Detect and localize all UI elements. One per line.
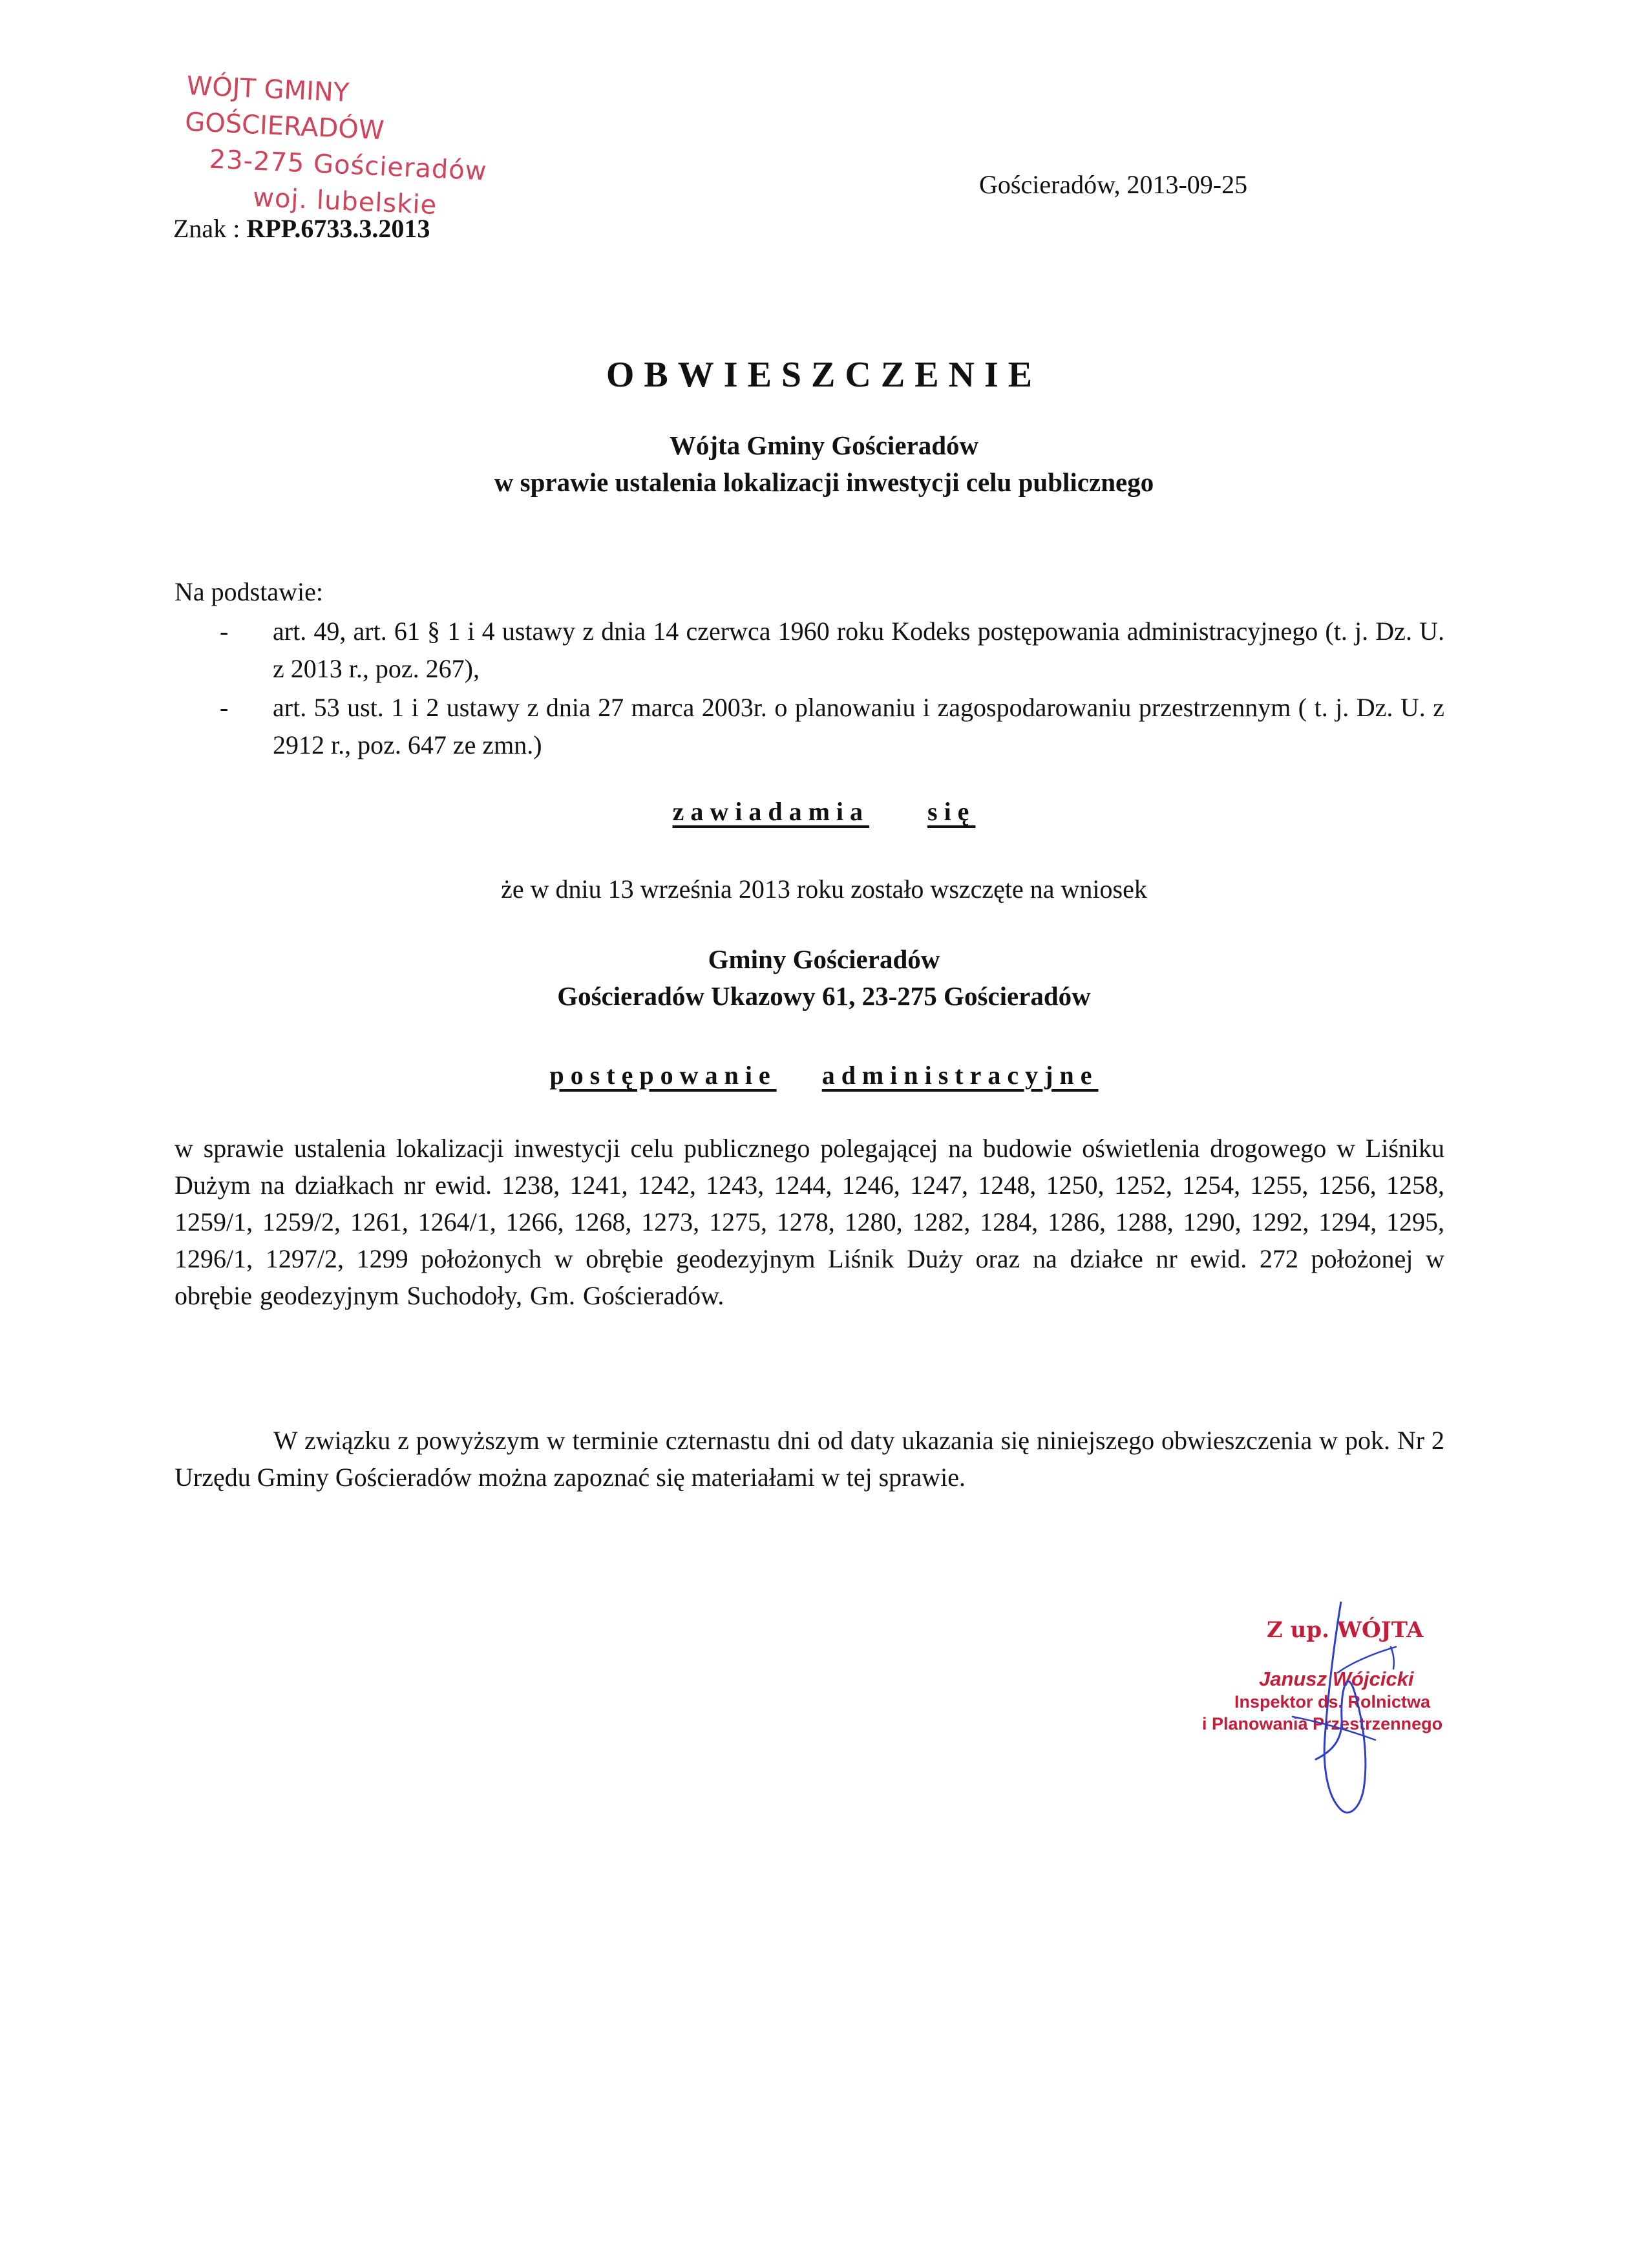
reference-number: RPP.6733.3.2013 xyxy=(246,214,430,243)
stamp-line-office: WÓJT GMINY GOŚCIERADÓW xyxy=(184,70,385,146)
document-title: OBWIESZCZENIE xyxy=(606,355,1042,395)
signatory-position: Inspektor ds. Rolnictwa xyxy=(1234,1692,1431,1712)
notification-heading xyxy=(0,796,1648,827)
notify-word-1: zawiadamia xyxy=(672,797,869,826)
matter-paragraph: w sprawie ustalenia lokalizacji inwestycji celu publicznego polegającej na budowie oświetlenia drogowego w Liśniku Dużym na działkach nr ewid. 1238, 1241, 1242, 1243, 1244, 1246, 1247, 1248, 1250, 1252, 1254, 1255, 1256, 1258, 1259/1, 1259/2, 1261, 1264/1, 1266, 1268, 1273, 1275, 1278, 1280, 1282, 1284, 1286, 1288, 1290, 1292, 1294, 1295, 1296/1, 1297/2, 1299 położonych w obrębie geodezyjnym Liśnik Duży oraz na działce nr ewid. 272 położonej w obrębie geodezyjnym Suchodoły, Gm. Gościeradów. xyxy=(174,1134,1444,1310)
office-stamp xyxy=(181,68,549,228)
legal-basis-text: art. 53 ust. 1 i 2 ustawy z dnia 27 marca 2003r. o planowaniu i zagospodarowaniu przestrzennym ( t. j. Dz. U. z 2912 r., poz. 647 ze zmn.) xyxy=(273,693,1444,759)
applicant-address: Gościeradów Ukazowy 61, 23-275 Gościeradów xyxy=(557,981,1091,1011)
reference-line xyxy=(173,213,430,244)
stamp-line-voivodeship: woj. lubelskie xyxy=(252,182,438,221)
list-dash: - xyxy=(220,617,229,646)
legal-basis-label: Na podstawie: xyxy=(174,577,323,606)
reference-label: Znak : xyxy=(173,214,247,243)
handwritten-signature xyxy=(1202,1602,1506,1821)
document-subtitle-subject: w sprawie ustalenia lokalizacji inwestycji celu publicznego xyxy=(494,467,1154,497)
place-and-date: Gościeradów, 2013-09-25 xyxy=(979,170,1248,199)
document-subtitle-issuer: Wójta Gminy Gościeradów xyxy=(669,430,979,460)
legal-basis-item xyxy=(220,689,1444,764)
stamp-line-postcode: 23-275 Gościeradów xyxy=(208,144,488,187)
legal-basis-item xyxy=(220,613,1444,688)
signatory-name: Janusz Wójcicki xyxy=(1259,1668,1414,1690)
closing-paragraph: W związku z powyższym w terminie czternastu dni od daty ukazania się niniejszego obwieszczenia w pok. Nr 2 Urzędu Gminy Gościeradów można zapoznać się materiałami w tej sprawie. xyxy=(174,1426,1444,1492)
signature-authority-line: Z up. WÓJTA xyxy=(1267,1617,1424,1643)
initiation-statement: że w dniu 13 września 2013 roku zostało wszczęte na wniosek xyxy=(501,874,1147,904)
list-dash: - xyxy=(220,693,229,722)
signature-block xyxy=(1202,1602,1506,1821)
proceeding-heading xyxy=(0,1060,1648,1090)
legal-basis-list xyxy=(220,613,1444,765)
proceeding-word-1: postępowanie xyxy=(549,1061,777,1090)
proceeding-word-2: administracyjne xyxy=(821,1061,1099,1090)
legal-basis-text: art. 49, art. 61 § 1 i 4 ustawy z dnia 14 czerwca 1960 roku Kodeks postępowania administracyjnego (t. j. Dz. U. z 2013 r., poz. 267), xyxy=(273,617,1444,683)
notify-word-2: się xyxy=(927,797,976,826)
signatory-department: i Planowania Przestrzennego xyxy=(1202,1714,1443,1733)
applicant-name: Gminy Gościeradów xyxy=(708,944,940,974)
